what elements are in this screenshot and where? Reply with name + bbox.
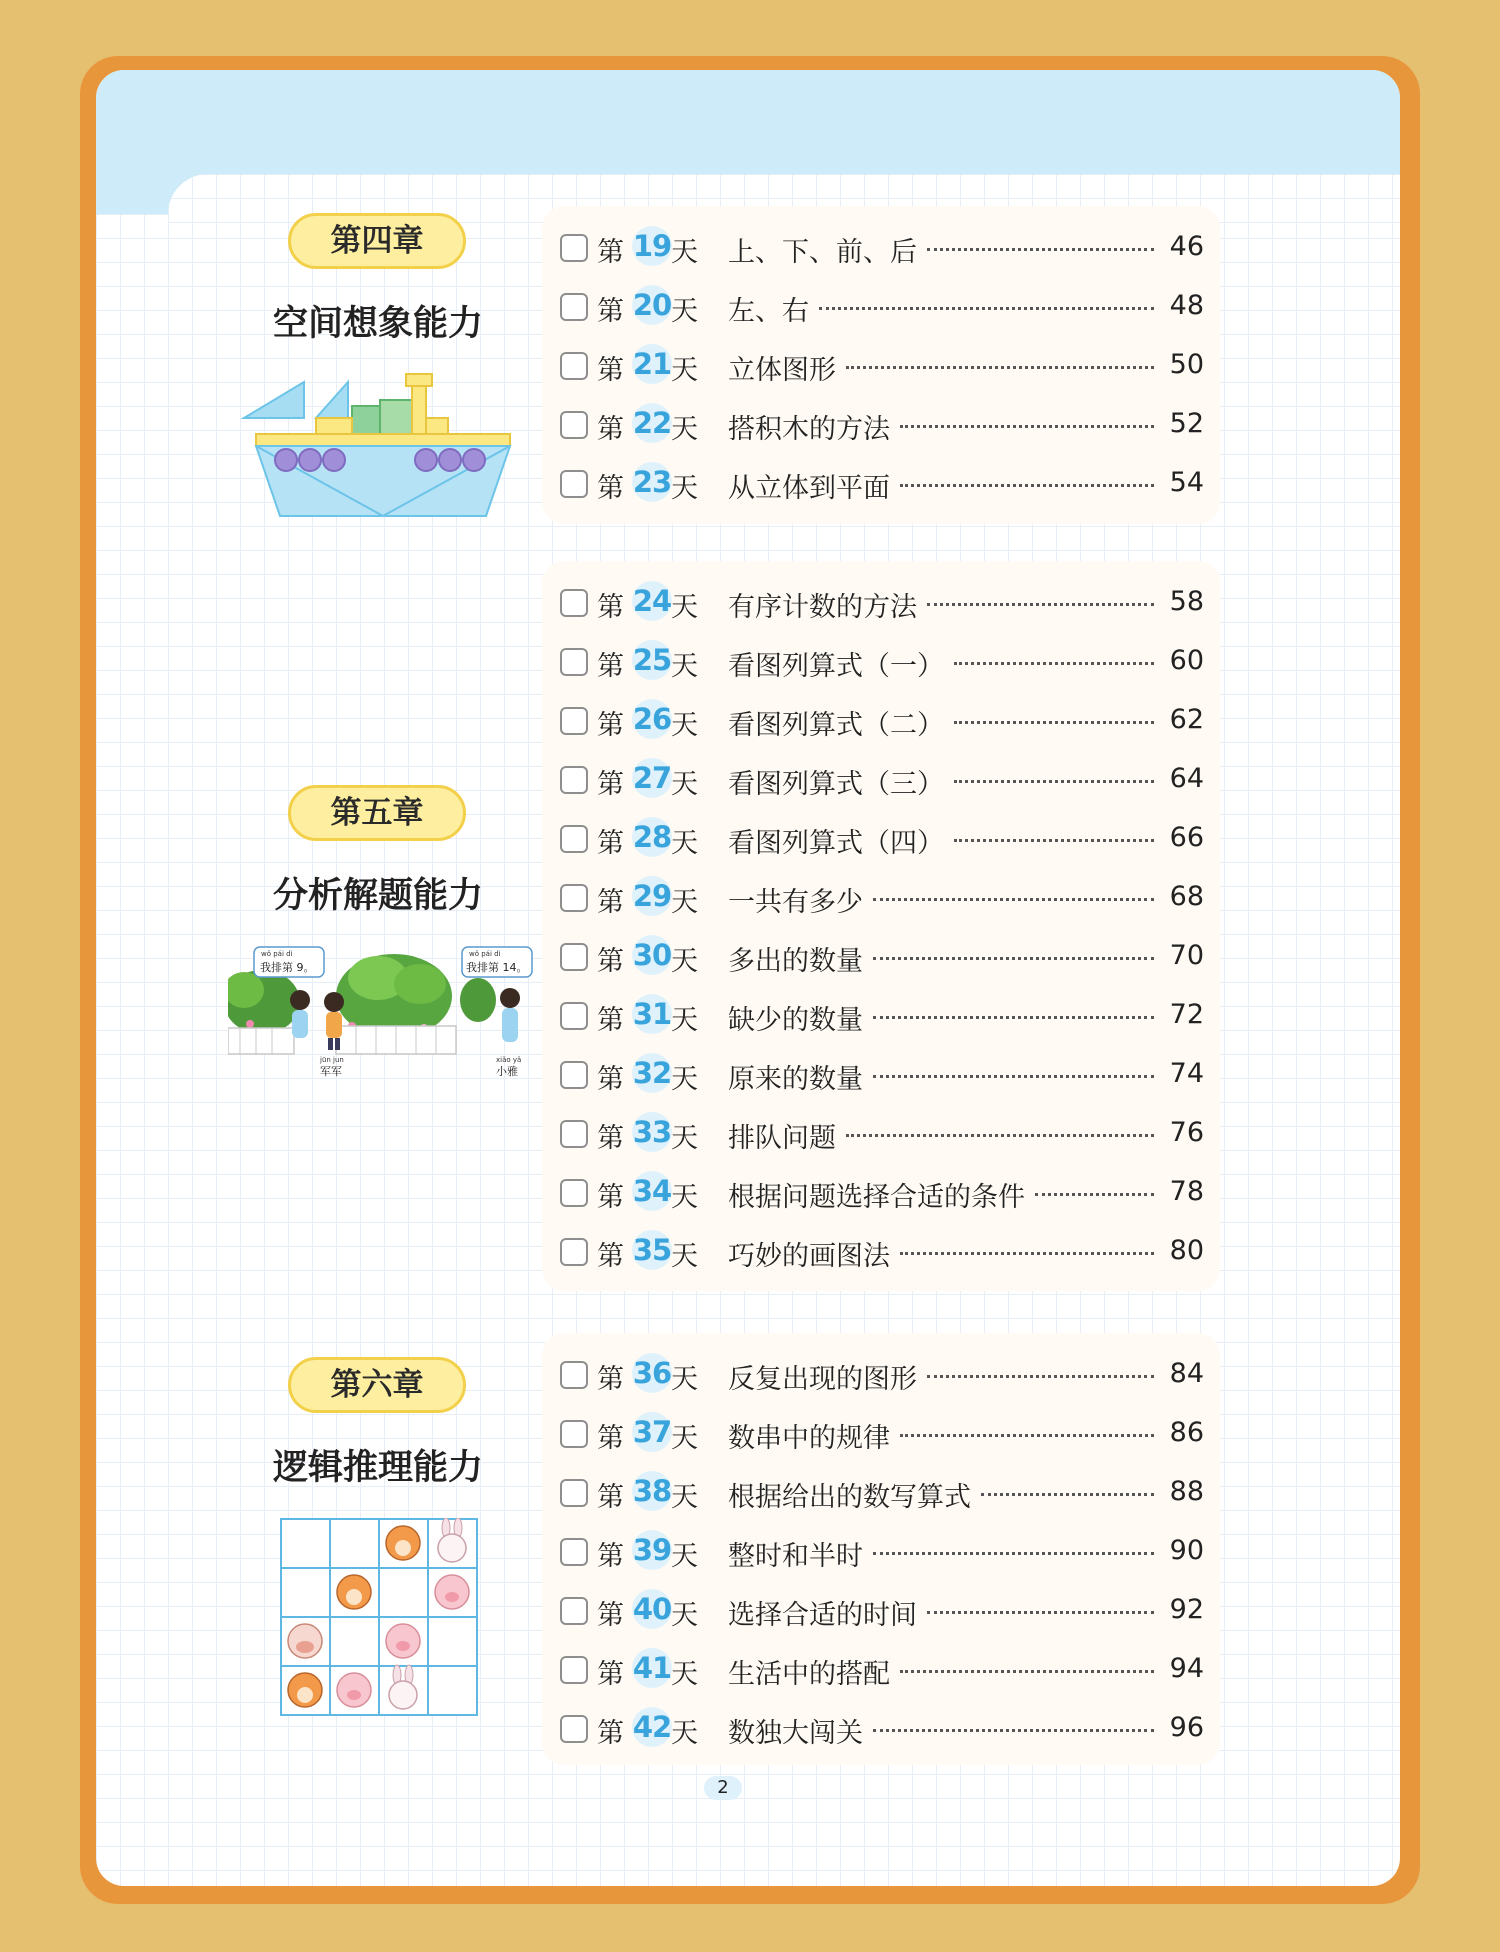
lesson-row[interactable] [542,1414,1220,1454]
lesson-row[interactable] [542,1473,1220,1513]
day-prefix: 第 [597,1364,624,1395]
day-number: 42 [632,1707,672,1747]
day-suffix: 天 [671,296,698,327]
dot-leader [927,1375,1154,1378]
day-number: 26 [632,699,672,739]
lesson-row[interactable] [542,1355,1220,1395]
dot-leader [846,1134,1154,1137]
lesson-title: 数独大闯关 [728,1718,863,1749]
day-suffix: 天 [671,710,698,741]
lesson-title: 看图列算式（三） [728,769,944,800]
lesson-title: 看图列算式（一） [728,651,944,682]
dot-leader [873,898,1154,901]
lesson-row[interactable] [542,1055,1220,1095]
left-bubble-text: 我排第 9。 [260,961,315,974]
lesson-checkbox[interactable] [560,293,588,321]
right-name-pinyin: xiǎo yǎ [496,1056,522,1064]
lesson-checkbox[interactable] [560,825,588,853]
lesson-page: 94 [1169,1653,1204,1684]
day-number: 23 [632,462,672,502]
lesson-page: 54 [1169,467,1204,498]
day-number: 27 [632,758,672,798]
day-suffix: 天 [671,1659,698,1690]
dot-leader [873,957,1154,960]
lesson-row[interactable] [542,1114,1220,1154]
lesson-checkbox[interactable] [560,589,588,617]
day-number: 21 [632,344,672,384]
lesson-title: 搭积木的方法 [728,414,890,445]
day-number: 25 [632,640,672,680]
lesson-row[interactable] [542,583,1220,623]
lesson-title: 多出的数量 [728,946,863,977]
lesson-page: 52 [1169,408,1204,439]
lesson-row[interactable] [542,228,1220,268]
day-suffix: 天 [671,1064,698,1095]
day-number: 35 [632,1230,672,1270]
lesson-page: 74 [1169,1058,1204,1089]
day-suffix: 天 [671,887,698,918]
lesson-checkbox[interactable] [560,884,588,912]
day-number: 31 [632,994,672,1034]
day-suffix: 天 [671,237,698,268]
day-suffix: 天 [671,1423,698,1454]
lesson-title: 整时和半时 [728,1541,863,1572]
queue-illustration [228,944,534,1080]
lesson-title: 左、右 [728,296,809,327]
dot-leader [873,1016,1154,1019]
page-number: 2 [704,1776,742,1800]
day-suffix: 天 [671,946,698,977]
lesson-checkbox[interactable] [560,1120,588,1148]
lesson-checkbox[interactable] [560,1420,588,1448]
lesson-row[interactable] [542,1650,1220,1690]
lesson-page: 48 [1169,290,1204,321]
lesson-page: 60 [1169,645,1204,676]
lesson-title: 一共有多少 [728,887,863,918]
lesson-page: 50 [1169,349,1204,380]
lesson-row[interactable] [542,464,1220,504]
lesson-checkbox[interactable] [560,943,588,971]
day-suffix: 天 [671,769,698,800]
chapter-5-card [542,561,1220,1291]
day-number: 30 [632,935,672,975]
lesson-title: 立体图形 [728,355,836,386]
lesson-row[interactable] [542,878,1220,918]
day-prefix: 第 [597,1718,624,1749]
dot-leader [927,603,1154,606]
day-number: 32 [632,1053,672,1093]
lesson-row[interactable] [542,1173,1220,1213]
day-prefix: 第 [597,651,624,682]
right-bubble-pinyin: wǒ pái dì [469,950,501,958]
lesson-page: 72 [1169,999,1204,1030]
lesson-checkbox[interactable] [560,648,588,676]
day-number: 19 [632,226,672,266]
lesson-checkbox[interactable] [560,1656,588,1684]
day-prefix: 第 [597,1659,624,1690]
day-number: 36 [632,1353,672,1393]
lesson-checkbox[interactable] [560,1002,588,1030]
lesson-row[interactable] [542,701,1220,741]
left-name-text: 军军 [320,1065,342,1078]
day-prefix: 第 [597,710,624,741]
lesson-checkbox[interactable] [560,1238,588,1266]
lesson-title: 从立体到平面 [728,473,890,504]
chapter-4-card [542,206,1220,524]
lesson-title: 看图列算式（二） [728,710,944,741]
lesson-checkbox[interactable] [560,1597,588,1625]
day-prefix: 第 [597,1423,624,1454]
lesson-title: 根据给出的数写算式 [728,1482,971,1513]
dot-leader [954,662,1154,665]
lesson-checkbox[interactable] [560,1179,588,1207]
chapter-4-badge: 第四章 [288,213,466,269]
lesson-row[interactable] [542,642,1220,682]
dot-leader [900,1670,1154,1673]
day-prefix: 第 [597,296,624,327]
day-suffix: 天 [671,592,698,623]
day-suffix: 天 [671,1005,698,1036]
dot-leader [900,484,1154,487]
day-number: 34 [632,1171,672,1211]
lesson-page: 64 [1169,763,1204,794]
day-suffix: 天 [671,1718,698,1749]
dot-leader [900,1252,1154,1255]
ship-illustration [240,368,514,520]
sudoku-illustration [280,1518,480,1718]
day-number: 24 [632,581,672,621]
dot-leader [927,1611,1154,1614]
lesson-page: 68 [1169,881,1204,912]
lesson-row[interactable] [542,937,1220,977]
day-suffix: 天 [671,1123,698,1154]
dot-leader [900,1434,1154,1437]
day-prefix: 第 [597,1541,624,1572]
chapter-5-badge: 第五章 [288,785,466,841]
lesson-page: 76 [1169,1117,1204,1148]
lesson-checkbox[interactable] [560,1715,588,1743]
lesson-checkbox[interactable] [560,411,588,439]
day-number: 37 [632,1412,672,1452]
day-suffix: 天 [671,828,698,859]
chapter-6-badge: 第六章 [288,1357,466,1413]
day-prefix: 第 [597,828,624,859]
lesson-checkbox[interactable] [560,234,588,262]
day-prefix: 第 [597,355,624,386]
lesson-title: 巧妙的画图法 [728,1241,890,1272]
day-prefix: 第 [597,1123,624,1154]
lesson-checkbox[interactable] [560,1061,588,1089]
lesson-page: 70 [1169,940,1204,971]
chapter-6-title: 逻辑推理能力 [272,1448,483,1488]
lesson-page: 86 [1169,1417,1204,1448]
dot-leader [873,1729,1154,1732]
chapter-5-title: 分析解题能力 [272,876,483,916]
dot-leader [1035,1193,1154,1196]
day-suffix: 天 [671,414,698,445]
day-number: 22 [632,403,672,443]
dot-leader [846,366,1154,369]
day-number: 33 [632,1112,672,1152]
day-prefix: 第 [597,592,624,623]
lesson-row[interactable] [542,1532,1220,1572]
lesson-row[interactable] [542,1232,1220,1272]
dot-leader [954,839,1154,842]
lesson-title: 排队问题 [728,1123,836,1154]
day-number: 28 [632,817,672,857]
lesson-page: 96 [1169,1712,1204,1743]
dot-leader [981,1493,1154,1496]
lesson-title: 缺少的数量 [728,1005,863,1036]
lesson-title: 上、下、前、后 [728,237,917,268]
day-prefix: 第 [597,473,624,504]
lesson-page: 88 [1169,1476,1204,1507]
day-suffix: 天 [671,355,698,386]
day-prefix: 第 [597,1600,624,1631]
day-suffix: 天 [671,473,698,504]
day-prefix: 第 [597,946,624,977]
lesson-title: 看图列算式（四） [728,828,944,859]
lesson-page: 84 [1169,1358,1204,1389]
right-bubble-text: 我排第 14。 [466,961,528,974]
lesson-checkbox[interactable] [560,352,588,380]
lesson-title: 有序计数的方法 [728,592,917,623]
dot-leader [954,780,1154,783]
lesson-title: 反复出现的图形 [728,1364,917,1395]
lesson-page: 46 [1169,231,1204,262]
lesson-page: 78 [1169,1176,1204,1207]
lesson-page: 58 [1169,586,1204,617]
day-prefix: 第 [597,1064,624,1095]
lesson-checkbox[interactable] [560,470,588,498]
day-prefix: 第 [597,1482,624,1513]
lesson-checkbox[interactable] [560,766,588,794]
lesson-row[interactable] [542,287,1220,327]
right-name-text: 小雅 [496,1065,518,1078]
day-suffix: 天 [671,1364,698,1395]
day-suffix: 天 [671,1482,698,1513]
lesson-checkbox[interactable] [560,1361,588,1389]
lesson-page: 66 [1169,822,1204,853]
day-suffix: 天 [671,1600,698,1631]
lesson-checkbox[interactable] [560,707,588,735]
day-prefix: 第 [597,769,624,800]
day-suffix: 天 [671,1541,698,1572]
day-suffix: 天 [671,651,698,682]
day-number: 38 [632,1471,672,1511]
day-number: 20 [632,285,672,325]
day-prefix: 第 [597,1241,624,1272]
lesson-title: 根据问题选择合适的条件 [728,1182,1025,1213]
lesson-page: 92 [1169,1594,1204,1625]
lesson-title: 原来的数量 [728,1064,863,1095]
day-suffix: 天 [671,1182,698,1213]
day-number: 39 [632,1530,672,1570]
dot-leader [900,425,1154,428]
day-prefix: 第 [597,1005,624,1036]
dot-leader [873,1075,1154,1078]
lesson-row[interactable] [542,819,1220,859]
dot-leader [819,307,1154,310]
lesson-checkbox[interactable] [560,1538,588,1566]
lesson-title: 选择合适的时间 [728,1600,917,1631]
lesson-row[interactable] [542,996,1220,1036]
lesson-row[interactable] [542,346,1220,386]
dot-leader [873,1552,1154,1555]
day-number: 29 [632,876,672,916]
left-name-pinyin: jūn jun [320,1056,344,1064]
lesson-page: 80 [1169,1235,1204,1266]
lesson-checkbox[interactable] [560,1479,588,1507]
dot-leader [927,248,1154,251]
day-prefix: 第 [597,414,624,445]
lesson-row[interactable] [542,760,1220,800]
lesson-page: 62 [1169,704,1204,735]
dot-leader [954,721,1154,724]
lesson-row[interactable] [542,405,1220,445]
lesson-row[interactable] [542,1591,1220,1631]
day-suffix: 天 [671,1241,698,1272]
day-prefix: 第 [597,1182,624,1213]
chapter-6-card [542,1333,1220,1765]
day-prefix: 第 [597,887,624,918]
lesson-title: 生活中的搭配 [728,1659,890,1690]
day-number: 40 [632,1589,672,1629]
lesson-row[interactable] [542,1709,1220,1749]
day-number: 41 [632,1648,672,1688]
chapter-4-title: 空间想象能力 [272,304,483,344]
left-bubble-pinyin: wǒ pái dì [261,950,293,958]
day-prefix: 第 [597,237,624,268]
lesson-page: 90 [1169,1535,1204,1566]
lesson-title: 数串中的规律 [728,1423,890,1454]
